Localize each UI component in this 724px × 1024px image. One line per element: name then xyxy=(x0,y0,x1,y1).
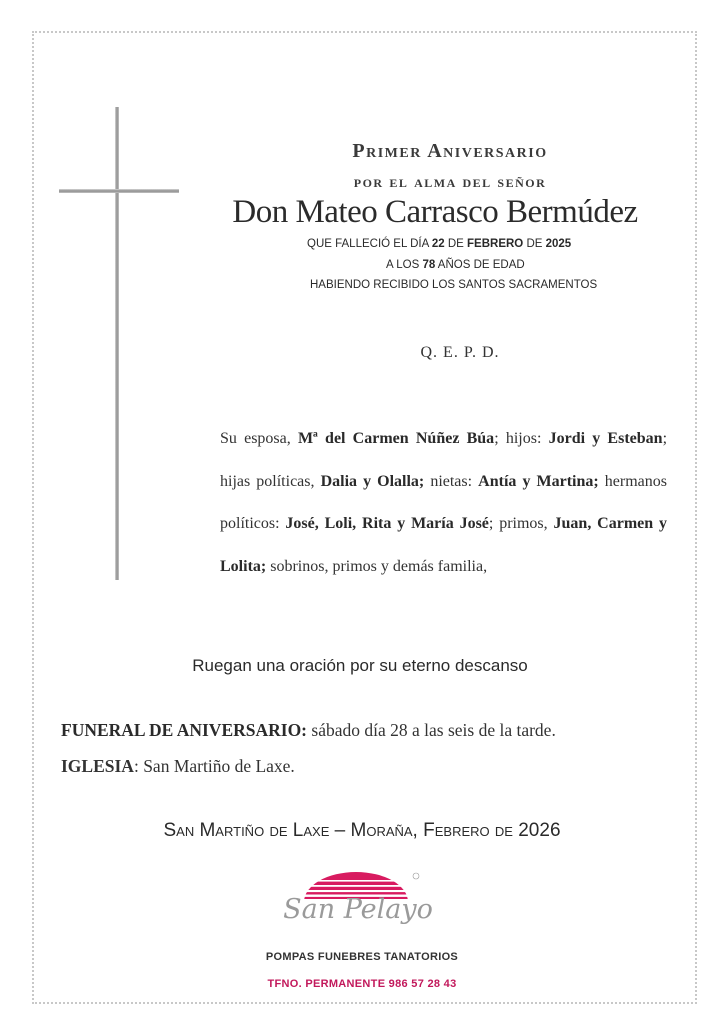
family-text: ; hijas políticas, xyxy=(220,430,668,490)
family-text: ; primos, xyxy=(488,515,554,532)
sacraments-line: HABIENDO RECIBIDO LOS SANTOS SACRAMENTOS xyxy=(310,279,598,291)
place-date: San Martiño de Laxe – Moraña, Febrero de 2026 xyxy=(163,820,561,841)
logo-text: San Pelayo xyxy=(283,894,433,925)
death-prefix: QUE FALLECIÓ EL DÍA xyxy=(307,238,432,250)
anniversary-subtitle: por el alma del señor xyxy=(353,172,547,191)
family-text: ; hijos: xyxy=(494,430,549,447)
death-day: 22 xyxy=(431,238,445,250)
age-prefix: A LOS xyxy=(386,259,423,271)
church-line xyxy=(61,756,295,777)
funeral-line xyxy=(61,720,556,741)
siblings-in-law-names: José, Loli, Rita y María José xyxy=(285,515,489,532)
cross-vertical-bar xyxy=(115,107,119,580)
funeral-text: sábado día 28 a las seis de la tarde. xyxy=(307,720,556,740)
prayer-line: Ruegan una oración por su eterno descanso xyxy=(192,656,528,675)
qepd: Q. E. P. D. xyxy=(420,344,500,361)
family-text: hermanos políticos: xyxy=(220,472,667,532)
age-value: 78 xyxy=(422,259,436,271)
daughters-in-law-names: Dalia y Olalla; xyxy=(320,472,425,490)
death-connector: DE xyxy=(444,238,468,250)
granddaughters-names: Antía y Martina; xyxy=(478,472,599,490)
death-year: 2025 xyxy=(545,238,572,250)
age-suffix: AÑOS DE EDAD xyxy=(435,259,525,271)
family-paragraph xyxy=(220,418,667,588)
cross-horizontal-bar xyxy=(59,189,179,193)
phone-number: TFNO. PERMANENTE 986 57 28 43 xyxy=(267,978,457,990)
age-line xyxy=(386,259,525,271)
sons-names: Jordi y Esteban xyxy=(548,430,663,447)
cousins-names: Juan, Carmen y Lolita; xyxy=(220,515,668,575)
church-text: : San Martiño de Laxe. xyxy=(133,756,295,776)
san-pelayo-logo xyxy=(268,866,448,950)
death-date-line xyxy=(307,238,571,250)
family-text: nietas: xyxy=(424,472,479,490)
deceased-name: Don Mateo Carrasco Bermúdez xyxy=(232,194,638,230)
family-text: sobrinos, primos y demás familia, xyxy=(266,557,488,575)
death-connector-2: DE xyxy=(523,238,546,250)
wife-name: Mª del Carmen Núñez Búa xyxy=(297,430,495,447)
family-text: Su esposa, xyxy=(220,430,298,447)
church-label: IGLESIA xyxy=(61,756,134,776)
anniversary-title: Primer Aniversario xyxy=(352,140,548,162)
company-name: POMPAS FUNEBRES TANATORIOS xyxy=(265,951,459,963)
death-month: FEBRERO xyxy=(467,238,524,250)
funeral-label: FUNERAL DE ANIVERSARIO: xyxy=(61,720,308,740)
